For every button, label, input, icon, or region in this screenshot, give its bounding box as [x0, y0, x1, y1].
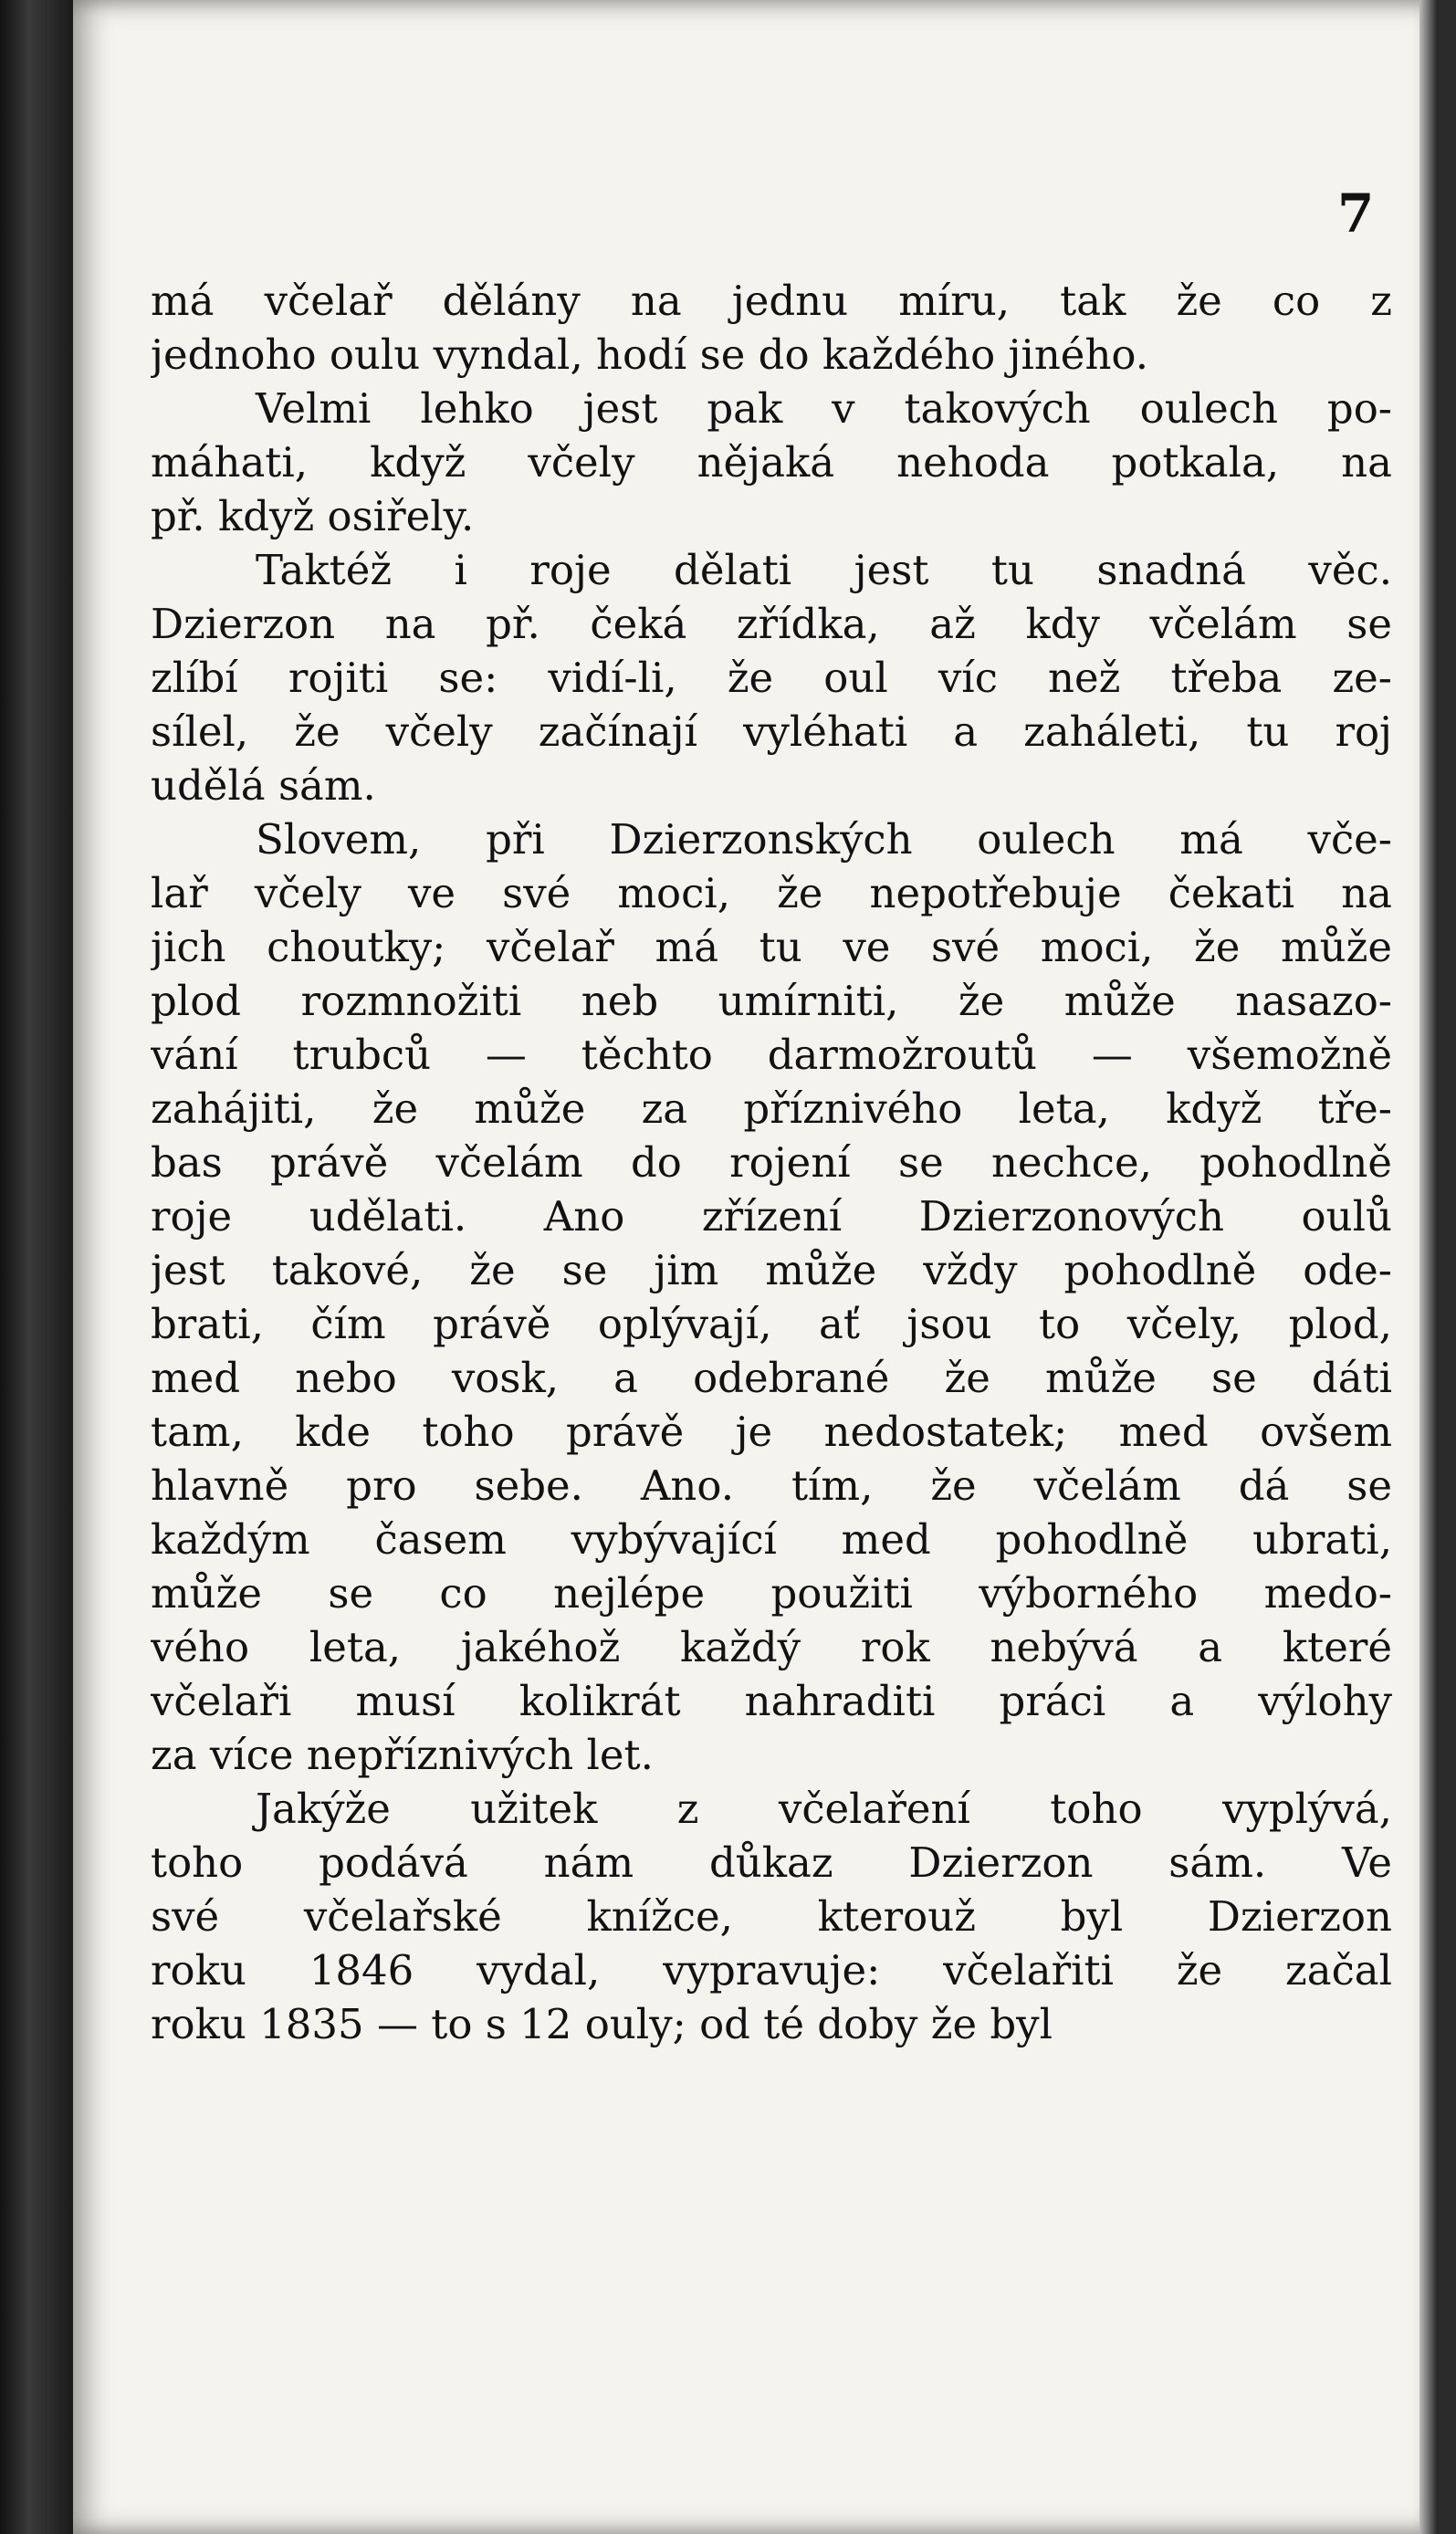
text-line: lař včely ve své moci, že nepotřebuje čekati na: [151, 869, 1392, 917]
text-line: jich choutky; včelař má tu ve své moci, že může: [151, 923, 1392, 971]
text-line: př. když osiřely.: [151, 492, 475, 540]
text-line: bas právě včelám do rojení se nechce, pohodlně: [151, 1138, 1392, 1187]
text-line: každým časem vybývající med pohodlně ubrati,: [151, 1515, 1392, 1564]
book-page: [73, 0, 1438, 2534]
text-line: med nebo vosk, a odebrané že může se dáti: [151, 1354, 1392, 1402]
text-line: sílel, že včely začínají vyléhati a zaháleti, tu roj: [151, 707, 1392, 756]
text-line: Velmi lehko jest pak v takových oulech po-: [256, 384, 1392, 433]
text-line: toho podává nám důkaz Dzierzon sám. Ve: [151, 1838, 1392, 1887]
text-line: roje udělati. Ano zřízení Dzierzonových oulů: [151, 1192, 1392, 1241]
text-line: vání trubců — těchto darmožroutů — všemožně: [151, 1031, 1392, 1079]
text-line: vého leta, jakéhož každý rok nebývá a které: [151, 1623, 1392, 1671]
text-line: roku 1846 vydal, vypravuje: včelařiti že začal: [151, 1946, 1392, 1995]
text-line: Jakýže užitek z včelaření toho vyplývá,: [256, 1785, 1392, 1833]
text-line: má včelař dělány na jednu míru, tak že co z: [151, 277, 1392, 325]
text-line: Taktéž i roje dělati jest tu snadná věc.: [256, 546, 1392, 594]
text-line: roku 1835 — to s 12 ouly; od té doby že byl: [151, 2000, 1053, 2048]
text-line: hlavně pro sebe. Ano. tím, že včelám dá se: [151, 1461, 1392, 1510]
text-line: máhati, když včely nějaká nehoda potkala, na: [151, 438, 1392, 487]
text-line: jednoho oulu vyndal, hodí se do každého jiného.: [151, 330, 1149, 379]
text-line: zlíbí rojiti se: vidí-li, že oul víc než třeba ze-: [151, 654, 1392, 702]
text-line: za více nepříznivých let.: [151, 1731, 654, 1779]
text-line: brati, čím právě oplývají, ať jsou to včely, plod,: [151, 1300, 1392, 1348]
text-line: tam, kde toho právě je nedostatek; med ovšem: [151, 1408, 1392, 1456]
text-line: udělá sám.: [151, 761, 376, 810]
text-line: Dzierzon na př. čeká zřídka, až kdy včelám se: [151, 600, 1392, 648]
text-line: Slovem, při Dzierzonských oulech má vče-: [256, 815, 1392, 864]
text-line: jest takové, že se jim může vždy pohodlně ode-: [151, 1246, 1392, 1294]
text-line: včelaři musí kolikrát nahraditi práci a výlohy: [151, 1677, 1392, 1725]
book-spine: [0, 0, 73, 2534]
text-line: může se co nejlépe použiti výborného medo-: [151, 1569, 1392, 1618]
text-line: zahájiti, že může za příznivého leta, když tře-: [151, 1084, 1392, 1133]
body-text: [151, 274, 1392, 2051]
text-line: plod rozmnožiti neb umírniti, že může nasazo-: [151, 977, 1392, 1025]
page-number: 7: [1337, 183, 1375, 245]
page-edge-shadow: [1419, 0, 1438, 2534]
text-line: své včelařské knížce, kterouž byl Dzierzon: [151, 1892, 1392, 1941]
